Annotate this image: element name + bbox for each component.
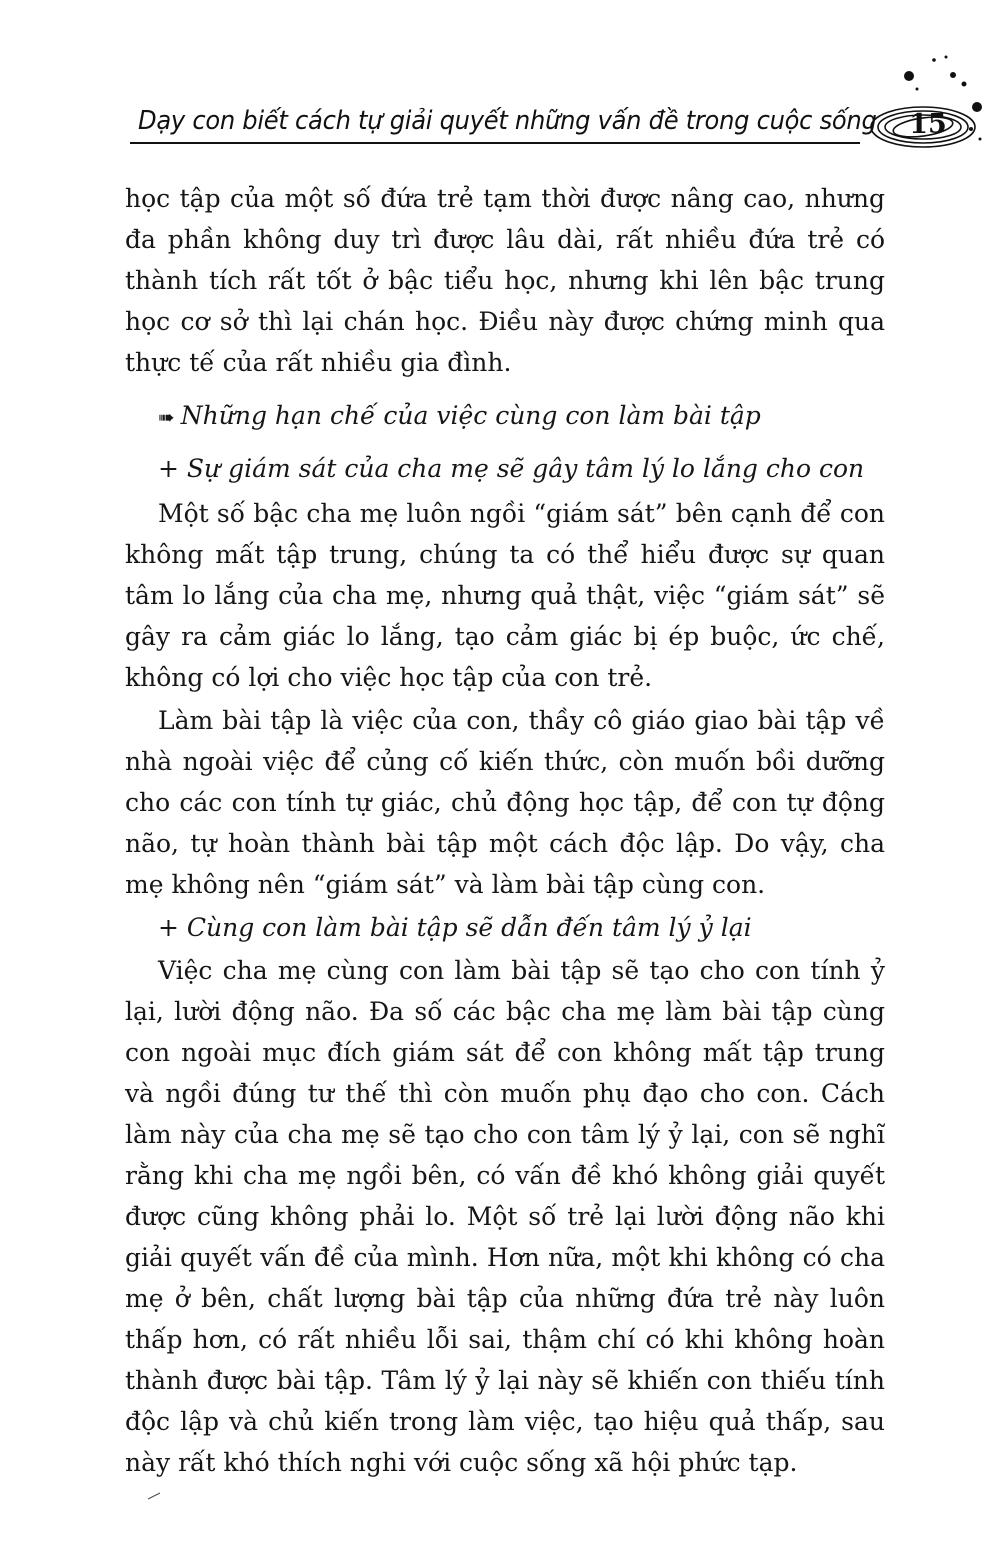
page-number: 15 — [909, 109, 947, 140]
subheading-supervision: + Sự giám sát của cha mẹ sẽ gây tâm lý lo lắng cho con — [158, 454, 865, 483]
subheading-dependence: + Cùng con làm bài tập sẽ dẫn đến tâm lý ỷ lại — [158, 913, 752, 942]
paragraph-dependence: Việc cha mẹ cùng con làm bài tập sẽ tạo cho con tính ỷ lại, lười động não. Đa số các bậc cha mẹ làm bài tập cùng con ngoài mục đích giám sát để con không mất tập trung và ngồi đúng tư thế thì còn muốn phụ đạo cho con. Cách làm này của cha mẹ sẽ tạo cho con tâm lý ỷ lại, con sẽ nghĩ rằng khi cha mẹ ngồi bên, có vấn đề khó không giải quyết được cũng không phải lo. Một số trẻ lại lười động não khi giải quyết vấn đề của mình. Hơn nữa, một khi không có cha mẹ ở bên, chất lượng bài tập của những đứa trẻ này luôn thấp hơn, có rất nhiều lỗi sai, thậm chí có khi không hoàn thành được bài tập. Tâm lý ỷ lại này sẽ khiến con thiếu tính độc lập và chủ kiến trong làm việc, tạo hiệu quả thấp, sau này rất khó thích nghi với cuộc sống xã hội phức tạp. — [125, 956, 885, 1477]
paragraph-supervision-2: Làm bài tập là việc của con, thầy cô giáo giao bài tập về nhà ngoài việc để củng cố kiến thức, còn muốn bồi dưỡng cho các con tính tự giác, chủ động học tập, để con tự động não, tự hoàn thành bài tập một cách độc lập. Do vậy, cha mẹ không nên “giám sát” và làm bài tập cùng con. — [125, 706, 885, 899]
section-heading-text: Những hạn chế của việc cùng con làm bài tập — [180, 401, 761, 430]
arrow-bullet-icon: ➠ — [158, 405, 175, 429]
continuation-paragraph: học tập của một số đứa trẻ tạm thời được nâng cao, nhưng đa phần không duy trì được lâu dài, rất nhiều đứa trẻ có thành tích rất tốt ở bậc tiểu học, nhưng khi lên bậc trung học cơ sở thì lại chán học. Điều này được chứng minh qua thực tế của rất nhiều gia đình. — [125, 184, 885, 377]
page-number-orbit-ornament — [860, 45, 990, 160]
section-heading — [125, 395, 885, 438]
print-mark-icon — [147, 1492, 161, 1500]
header-rule — [130, 142, 860, 144]
running-header-title: Dạy con biết cách tự giải quyết những vấn đề trong cuộc sống — [138, 106, 877, 136]
paragraph-supervision-1: Một số bậc cha mẹ luôn ngồi “giám sát” bên cạnh để con không mất tập trung, chúng ta có thể hiểu được sự quan tâm lo lắng của cha mẹ, nhưng quả thật, việc “giám sát” sẽ gây ra cảm giác lo lắng, tạo cảm giác bị ép buộc, ức chế, không có lợi cho việc học tập của con trẻ. — [125, 499, 885, 692]
running-header — [130, 100, 875, 146]
page-body — [125, 178, 885, 1483]
